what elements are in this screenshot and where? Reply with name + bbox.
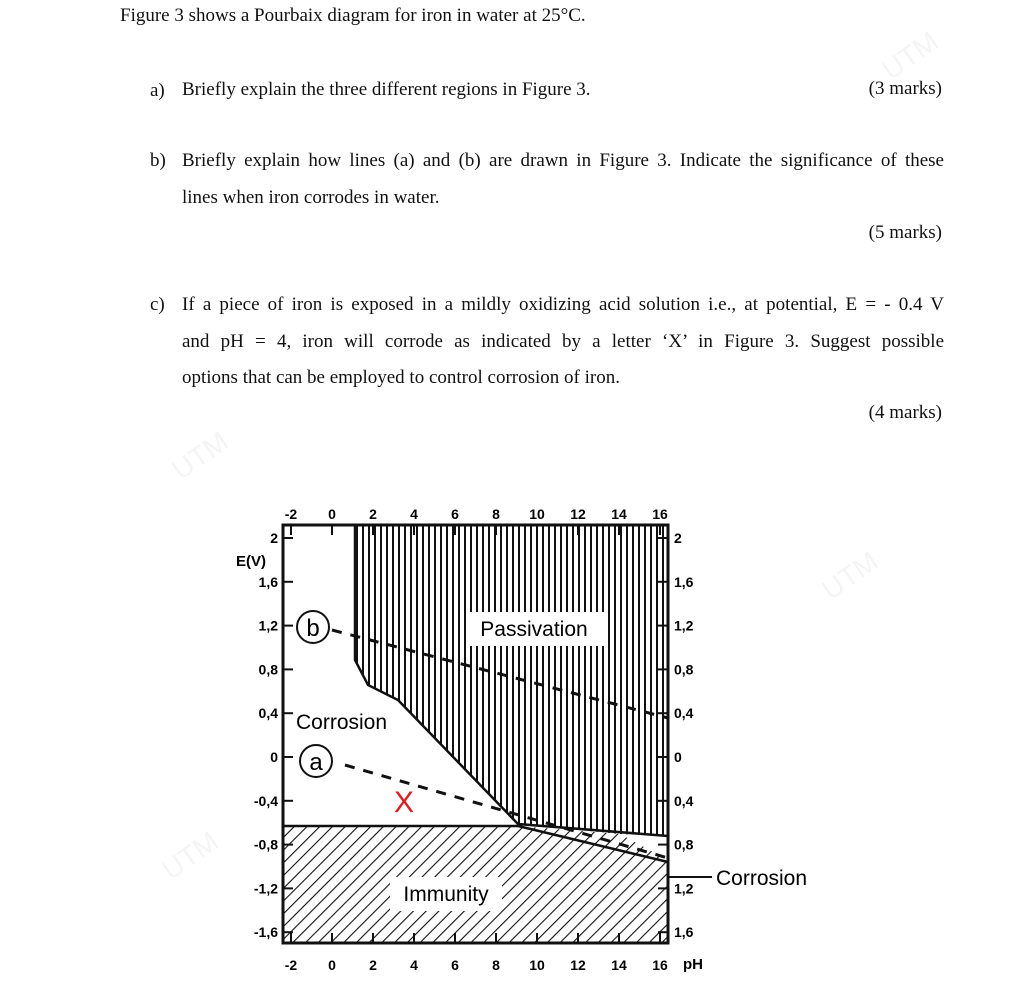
y-tick-label-left: 1,6 xyxy=(258,573,278,590)
x-tick-label-bottom: 12 xyxy=(570,957,586,973)
x-tick-label-bottom: 8 xyxy=(492,957,500,973)
part-c-marks: (4 marks) xyxy=(868,402,942,423)
y-tick-label-right: 0 xyxy=(674,749,682,765)
y-tick-label-left: 0 xyxy=(270,749,278,765)
y-tick-label-right: 2 xyxy=(674,530,682,546)
part-c-label: c) xyxy=(150,294,165,315)
x-tick-label-top: -2 xyxy=(284,506,298,522)
line-a-label: a xyxy=(309,749,323,776)
x-tick-label-top: 16 xyxy=(652,506,668,522)
part-b-line-1: Briefly explain how lines (a) and (b) are drawn in Figure 3. Indicate the significance of these xyxy=(182,150,944,171)
y-tick-label-right: 1,2 xyxy=(674,617,694,634)
corrosion-label: Corrosion xyxy=(296,711,388,734)
y-tick-label-right: 0,8 xyxy=(674,661,694,678)
y-tick-label-left: -0,4 xyxy=(253,792,278,809)
part-b-line-2: lines when iron corrodes in water. xyxy=(182,187,440,208)
part-b-label: b) xyxy=(150,150,166,171)
y-tick-label-left: 0,4 xyxy=(258,705,278,722)
x-tick-label-top: 4 xyxy=(410,506,418,522)
x-tick-label-top: 0 xyxy=(328,506,336,522)
part-a-marks: (3 marks) xyxy=(868,78,942,99)
x-axis-label: pH xyxy=(683,956,703,973)
part-b-marks: (5 marks) xyxy=(868,222,942,243)
y-tick-label-right: 1,6 xyxy=(674,924,694,941)
x-tick-label-top: 14 xyxy=(611,506,627,522)
part-a-text: Briefly explain the three different regions in Figure 3. xyxy=(182,79,591,100)
passivation-label: Passivation xyxy=(480,618,588,641)
y-tick-label-right: 0,4 xyxy=(674,792,694,809)
y-tick-label-left: -0,8 xyxy=(253,836,278,853)
corrosion-alkaline-label: Corrosion xyxy=(716,867,808,890)
x-marker: X xyxy=(393,786,415,819)
x-tick-label-top: 10 xyxy=(529,506,545,522)
x-tick-label-bottom: 14 xyxy=(611,957,627,973)
y-tick-label-right: 0,4 xyxy=(674,705,694,722)
y-tick-label-right: 0,8 xyxy=(674,836,694,853)
part-c-line-3: options that can be employed to control corrosion of iron. xyxy=(182,367,620,388)
y-tick-label-right: 1,6 xyxy=(674,573,694,590)
x-tick-label-bottom: 6 xyxy=(451,957,459,973)
x-tick-label-bottom: 10 xyxy=(529,957,545,973)
y-tick-label-left: 2 xyxy=(270,530,278,546)
x-tick-label-bottom: 0 xyxy=(328,957,336,973)
part-c-line-1: If a piece of iron is exposed in a mildly oxidizing acid solution i.e., at potential, E = - 0.4 V xyxy=(182,294,944,315)
x-tick-label-top: 12 xyxy=(570,506,586,522)
x-tick-label-bottom: 2 xyxy=(369,957,377,973)
immunity-label: Immunity xyxy=(403,883,489,906)
x-tick-label-top: 2 xyxy=(369,506,377,522)
x-tick-label-top: 8 xyxy=(492,506,500,522)
x-tick-label-bottom: -2 xyxy=(284,957,298,973)
question-intro: Figure 3 shows a Pourbaix diagram for iron in water at 25°C. xyxy=(120,5,586,26)
x-tick-label-top: 6 xyxy=(451,506,459,522)
y-tick-label-left: 1,2 xyxy=(258,617,278,634)
line-b-label: b xyxy=(306,615,320,642)
y-tick-label-left: 0,8 xyxy=(258,661,278,678)
y-tick-label-right: 1,2 xyxy=(674,880,694,897)
x-tick-label-bottom: 4 xyxy=(410,957,418,973)
part-a-label: a) xyxy=(150,80,165,101)
y-tick-label-left: -1,6 xyxy=(253,924,278,941)
y-tick-label-left: -1,2 xyxy=(253,880,278,897)
y-axis-label: E(V) xyxy=(236,553,266,570)
part-c-line-2: and pH = 4, iron will corrode as indicated by a letter ‘X’ in Figure 3. Suggest possible xyxy=(182,331,944,352)
x-tick-label-bottom: 16 xyxy=(652,957,668,973)
